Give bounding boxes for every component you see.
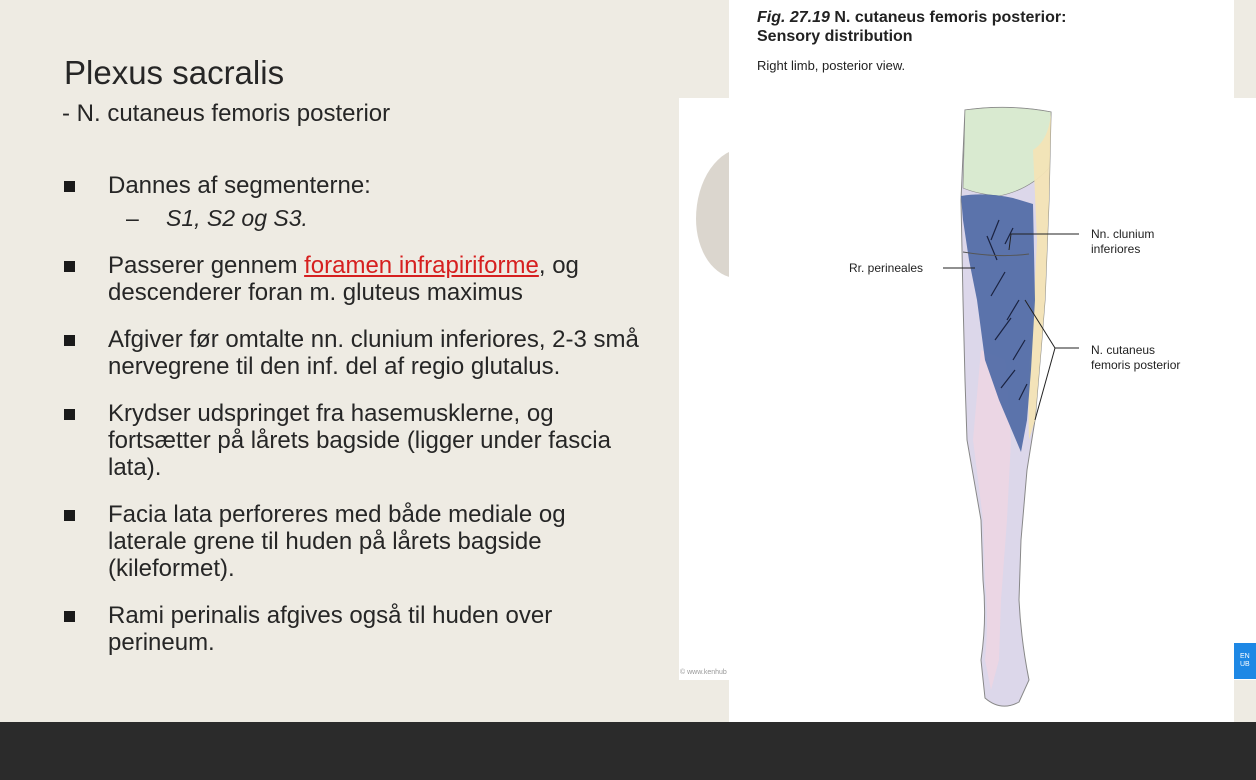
bullet-marker — [64, 611, 75, 622]
figure-title-text: N. cutaneus femoris posterior: — [829, 9, 1067, 26]
side-tab[interactable] — [1234, 643, 1256, 679]
bullet-item — [60, 172, 650, 232]
label-nn-clunium — [1091, 227, 1154, 257]
figure-caption: Right limb, posterior view. — [757, 58, 906, 73]
bullet-marker — [64, 510, 75, 521]
bottom-bar — [0, 722, 1256, 780]
label-n-cutaneus-line2: femoris posterior — [1091, 358, 1181, 372]
slide-subtitle: - N. cutaneus femoris posterior — [62, 100, 391, 127]
bullet-item — [60, 501, 650, 582]
bullet-text: Rami perinalis afgives også til huden over perineum. — [108, 602, 553, 656]
figure-card — [729, 0, 1234, 722]
foramen-infrapiriforme-link[interactable]: foramen infrapiriforme — [304, 252, 539, 279]
label-n-cutaneus — [1091, 343, 1180, 373]
bullet-text-after: , og descenderer foran m. gluteus maximus — [108, 252, 579, 306]
figure-title-line2: Sensory distribution — [757, 28, 913, 45]
figure-number: Fig. 27.19 — [757, 9, 830, 26]
sub-bullet-dash: – — [126, 205, 139, 231]
label-nn-clunium-line2: inferiores — [1091, 242, 1141, 256]
bullet-marker — [64, 409, 75, 420]
bullet-item — [60, 400, 650, 481]
sub-bullet-text: S1, S2 og S3. — [166, 205, 308, 231]
bullet-text: Krydser udspringet fra hasemusklerne, og fortsætter på lårets bagside (ligger under fascia lata). — [108, 400, 611, 481]
label-n-cutaneus-line1: N. cutaneus — [1091, 343, 1156, 357]
bullet-text: Afgiver før omtalte nn. clunium inferiores, 2-3 små nervegrene til den inf. del af regio glutalus. — [108, 326, 639, 380]
label-rr-perineales: Rr. perineales — [849, 261, 924, 275]
bullet-list — [60, 172, 650, 676]
bullet-text: Dannes af segmenterne: — [108, 172, 371, 199]
bullet-text-before: Passerer gennem — [108, 252, 305, 279]
side-tab-line2: UB — [1240, 661, 1250, 668]
bullet-item — [60, 252, 650, 306]
watermark: © www.kenhub — [680, 669, 727, 676]
bullet-marker — [64, 181, 75, 192]
bullet-marker — [64, 335, 75, 346]
bullet-marker — [64, 261, 75, 272]
slide-title: Plexus sacralis — [64, 54, 285, 91]
label-nn-clunium-line1: Nn. clunium — [1091, 227, 1155, 241]
sub-bullet-item — [60, 205, 650, 232]
bullet-item — [60, 602, 650, 656]
bullet-text: Facia lata perforeres med både mediale og laterale grene til huden på lårets bagside (kileformet). — [108, 501, 566, 582]
side-tab-line1: EN — [1240, 653, 1250, 660]
bullet-item — [60, 326, 650, 380]
